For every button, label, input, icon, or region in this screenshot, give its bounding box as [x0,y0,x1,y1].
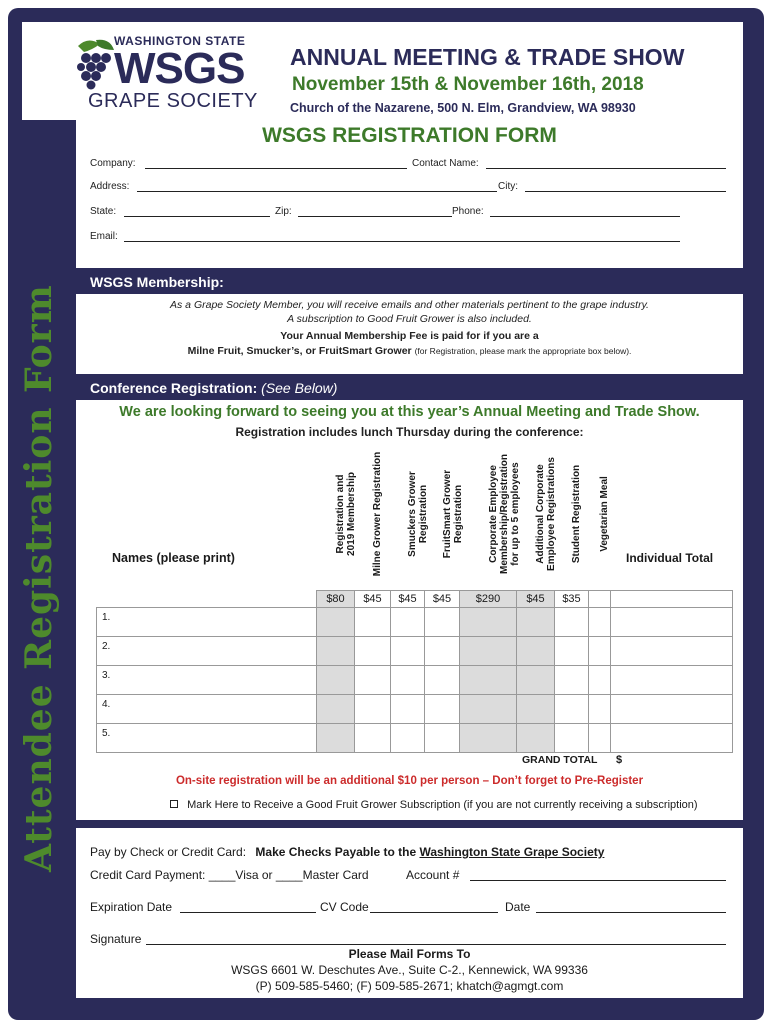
mail-block [76,946,743,994]
mail-contact: (P) 509-585-5460; (F) 509-585-2671; khatch@agmgt.com [255,979,564,993]
account-field[interactable] [470,880,726,881]
payee-name: Washington State Grape Society [419,845,605,859]
column-header-2 [390,448,429,588]
column-header-6 [554,448,588,588]
individual-total-cell[interactable] [611,724,733,753]
option-cell[interactable] [317,724,355,753]
event-dates: November 15th & November 16th, 2018 [292,74,644,95]
subscription-label: Mark Here to Receive a Good Fruit Grower Subscription (if you are not currently receiving a subscription) [187,799,698,811]
individual-total-cell[interactable] [611,637,733,666]
option-cell[interactable] [317,608,355,637]
individual-total-cell[interactable] [611,608,733,637]
name-cell[interactable]: 2. [97,637,317,666]
name-cell[interactable]: 5. [97,724,317,753]
column-header-label: Registration and 2019 Membership [335,472,357,556]
membership-text [76,298,743,359]
column-header-4 [459,448,521,588]
table-row [97,608,733,637]
grand-total-label: GRAND TOTAL [522,754,598,766]
membership-line-4-note: (for Registration, please mark the appropriate box below). [414,346,632,356]
column-header-label: Student Registration [571,464,582,564]
form-title: WSGS REGISTRATION FORM [262,124,557,147]
event-title: ANNUAL MEETING & TRADE SHOW [290,44,685,70]
signature-label: Signature [90,932,142,946]
logo-wordmark: WSGS [114,44,245,93]
company-label: Company: [90,158,136,169]
name-cell[interactable]: 4. [97,695,317,724]
logo-bottom-text: GRAPE SOCIETY [88,90,258,112]
conference-band [76,374,743,400]
column-header-label: Corporate Employee Membership/Registration for up to 5 employees [487,453,521,575]
conference-band-note: (See Below) [261,380,338,396]
individual-total-cell[interactable] [611,666,733,695]
option-cell[interactable] [460,637,517,666]
name-cell[interactable]: 3. [97,666,317,695]
option-cell[interactable] [589,724,611,753]
option-cell[interactable] [391,637,425,666]
option-cell[interactable] [355,637,391,666]
conference-band-label: Conference Registration: [90,380,258,396]
zip-label: Zip: [275,206,292,217]
wsgs-logo [70,34,270,116]
address-field[interactable] [137,191,497,192]
subscription-row [170,799,698,811]
zip-field[interactable] [298,216,452,217]
column-header-label: Milne Grower Registration [372,451,383,577]
option-cell[interactable] [517,637,555,666]
option-cell[interactable] [517,608,555,637]
table-row [97,695,733,724]
date-label: Date [505,900,531,914]
option-cell[interactable] [517,695,555,724]
exp-field[interactable] [180,912,316,913]
email-field[interactable] [124,241,680,242]
price-cell: $80 [317,591,355,608]
cv-field[interactable] [370,912,498,913]
price-row-spacer [97,591,317,608]
city-field[interactable] [525,191,726,192]
option-cell[interactable] [460,724,517,753]
membership-band [76,268,743,294]
name-cell[interactable]: 1. [97,608,317,637]
date-field[interactable] [536,912,726,913]
membership-line-4: Milne Fruit, Smucker’s, or FruitSmart Grower [187,345,412,357]
pay-row [90,845,604,859]
column-header-label: FruitSmart Grower Registration [441,469,464,559]
cc-label: Credit Card Payment: ____Visa or ____Master Card [90,868,369,882]
contact-field[interactable] [486,168,726,169]
cv-label: CV Code [320,900,369,914]
option-cell[interactable] [517,666,555,695]
option-cell[interactable] [517,724,555,753]
price-cell: $45 [425,591,460,608]
column-header-label: Vegetarian Meal [599,476,610,552]
pay-by-label: Pay by Check or Credit Card: [90,845,247,859]
lunch-text: Registration includes lunch Thursday during the conference: [235,425,584,439]
table-row [97,666,733,695]
individual-total-cell[interactable] [611,695,733,724]
column-header-7 [588,448,610,588]
mail-address: WSGS 6601 W. Deschutes Ave., Suite C-2., Kennewick, WA 99336 [231,963,588,977]
exp-label: Expiration Date [90,900,173,914]
signature-field[interactable] [146,944,726,945]
option-cell[interactable] [317,666,355,695]
option-cell[interactable] [391,608,425,637]
option-cell[interactable] [555,608,589,637]
column-header-label: Smuckers Grower Registration [407,471,429,557]
option-cell[interactable] [589,637,611,666]
email-label: Email: [90,231,118,242]
price-cell: $35 [555,591,589,608]
address-label: Address: [90,181,130,192]
column-header-0 [316,448,357,588]
option-cell[interactable] [425,608,460,637]
option-cell[interactable] [425,637,460,666]
option-cell[interactable] [589,666,611,695]
onsite-notice: On-site registration will be an additional $10 per person – Don’t forget to Pre-Register [175,775,644,787]
option-cell[interactable] [460,608,517,637]
option-cell[interactable] [589,695,611,724]
state-field[interactable] [124,216,270,217]
table-row [97,637,733,666]
price-row [97,591,733,608]
column-header-label: Additional Corporate Employee Registrations [535,457,557,571]
membership-line-3: Your Annual Membership Fee is paid for if you are a [280,330,539,342]
membership-line-4-wrap [76,344,743,359]
price-cell: $290 [460,591,517,608]
option-cell[interactable] [391,695,425,724]
price-cell [589,591,611,608]
column-header-1 [354,448,390,588]
names-header: Names (please print) [112,551,235,565]
account-label: Account # [406,868,460,882]
section-divider [76,820,743,828]
option-cell[interactable] [425,666,460,695]
price-cell: $45 [517,591,555,608]
option-cell[interactable] [589,608,611,637]
option-cell[interactable] [460,666,517,695]
grand-total-dollar: $ [616,754,623,766]
option-cell[interactable] [555,724,589,753]
option-cell[interactable] [391,724,425,753]
option-cell[interactable] [355,724,391,753]
mail-heading: Please Mail Forms To [348,947,471,961]
city-label: City: [498,181,518,192]
price-total-cell [611,591,733,608]
membership-band-label: WSGS Membership: [90,274,224,290]
option-cell[interactable] [425,724,460,753]
grape-cluster-icon [70,36,120,96]
column-header-5 [516,448,557,588]
table-row [97,724,733,753]
payable-label: Make Checks Payable to the [255,845,417,859]
option-cell[interactable] [555,637,589,666]
state-label: State: [90,206,117,217]
option-cell[interactable] [555,695,589,724]
phone-label: Phone: [452,206,484,217]
total-header: Individual Total [626,551,714,565]
option-cell[interactable] [317,637,355,666]
event-venue: Church of the Nazarene, 500 N. Elm, Grandview, WA 98930 [290,101,636,115]
welcome-text: We are looking forward to seeing you at this year’s Annual Meeting and Trade Show. [119,404,700,420]
option-cell[interactable] [555,666,589,695]
option-cell[interactable] [391,666,425,695]
membership-line-1: As a Grape Society Member, you will receive emails and other materials pertinent to the grape industry. [170,299,649,311]
column-header-3 [424,448,464,588]
option-cell[interactable] [355,608,391,637]
membership-line-2: A subscription to Good Fruit Grower is also included. [287,313,532,325]
price-cell: $45 [391,591,425,608]
contact-label: Contact Name: [412,158,479,169]
option-cell[interactable] [317,695,355,724]
subscription-checkbox[interactable] [170,800,178,808]
side-title: Attendee Registration Form [18,284,60,872]
price-cell: $45 [355,591,391,608]
registration-table [96,590,733,753]
option-cell[interactable] [460,695,517,724]
option-cell[interactable] [425,695,460,724]
logo-top-text: WASHINGTON STATE [114,34,246,48]
option-cell[interactable] [355,695,391,724]
company-field[interactable] [145,168,407,169]
phone-field[interactable] [490,216,680,217]
option-cell[interactable] [355,666,391,695]
